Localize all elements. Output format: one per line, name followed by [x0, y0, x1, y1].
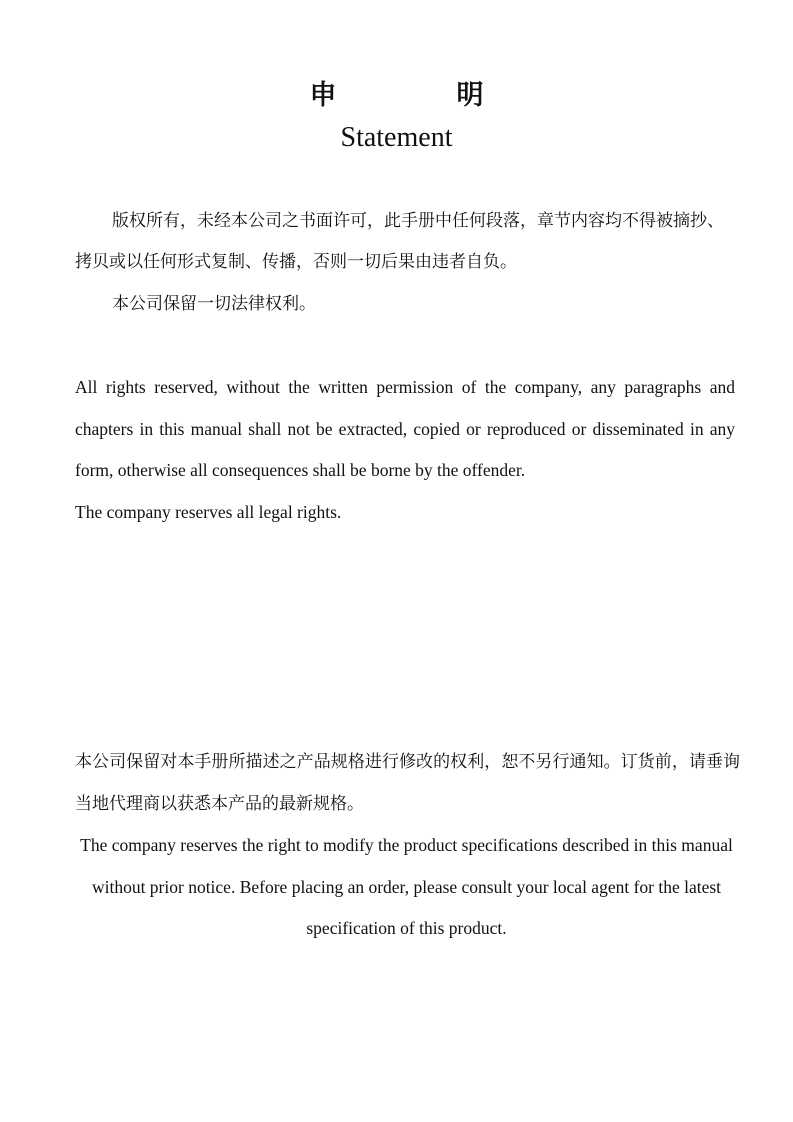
- title-char-2: 明: [456, 80, 484, 111]
- page-title-chinese: [0, 78, 793, 114]
- copyright-paragraph-en-2: The company reserves all legal rights.: [75, 502, 342, 522]
- page-title-english: Statement: [340, 122, 453, 153]
- copyright-paragraph-en-1: All rights reserved, without the written permission of the company, any paragraphs and chapters in this manual shall not be extracted, copied or reproduced or disseminated in any form, otherwise all consequences shall be borne by the offender.: [75, 377, 735, 480]
- title-char-1: 申: [309, 80, 337, 111]
- spec-notice-cn: 本公司保留对本手册所描述之产品规格进行修改的权利，恕不另行通知。订货前，请垂询当地代理商以获悉本产品的最新规格。: [75, 752, 740, 814]
- copyright-paragraph-cn-2: [75, 284, 725, 325]
- spec-notice-en: The company reserves the right to modify the product specifications described in this manual without prior notice. Before placing an order, please consult your local agent for the latest specification of this product.: [80, 835, 733, 938]
- copyright-paragraph-cn-1: [75, 201, 725, 283]
- copyright-text-cn-2: 本公司保留一切法律权利。: [112, 294, 316, 314]
- copyright-text-cn-1: 版权所有，未经本公司之书面许可，此手册中任何段落，章节内容均不得被摘抄、拷贝或以任何形式复制、传播，否则一切后果由违者自负。: [75, 211, 724, 272]
